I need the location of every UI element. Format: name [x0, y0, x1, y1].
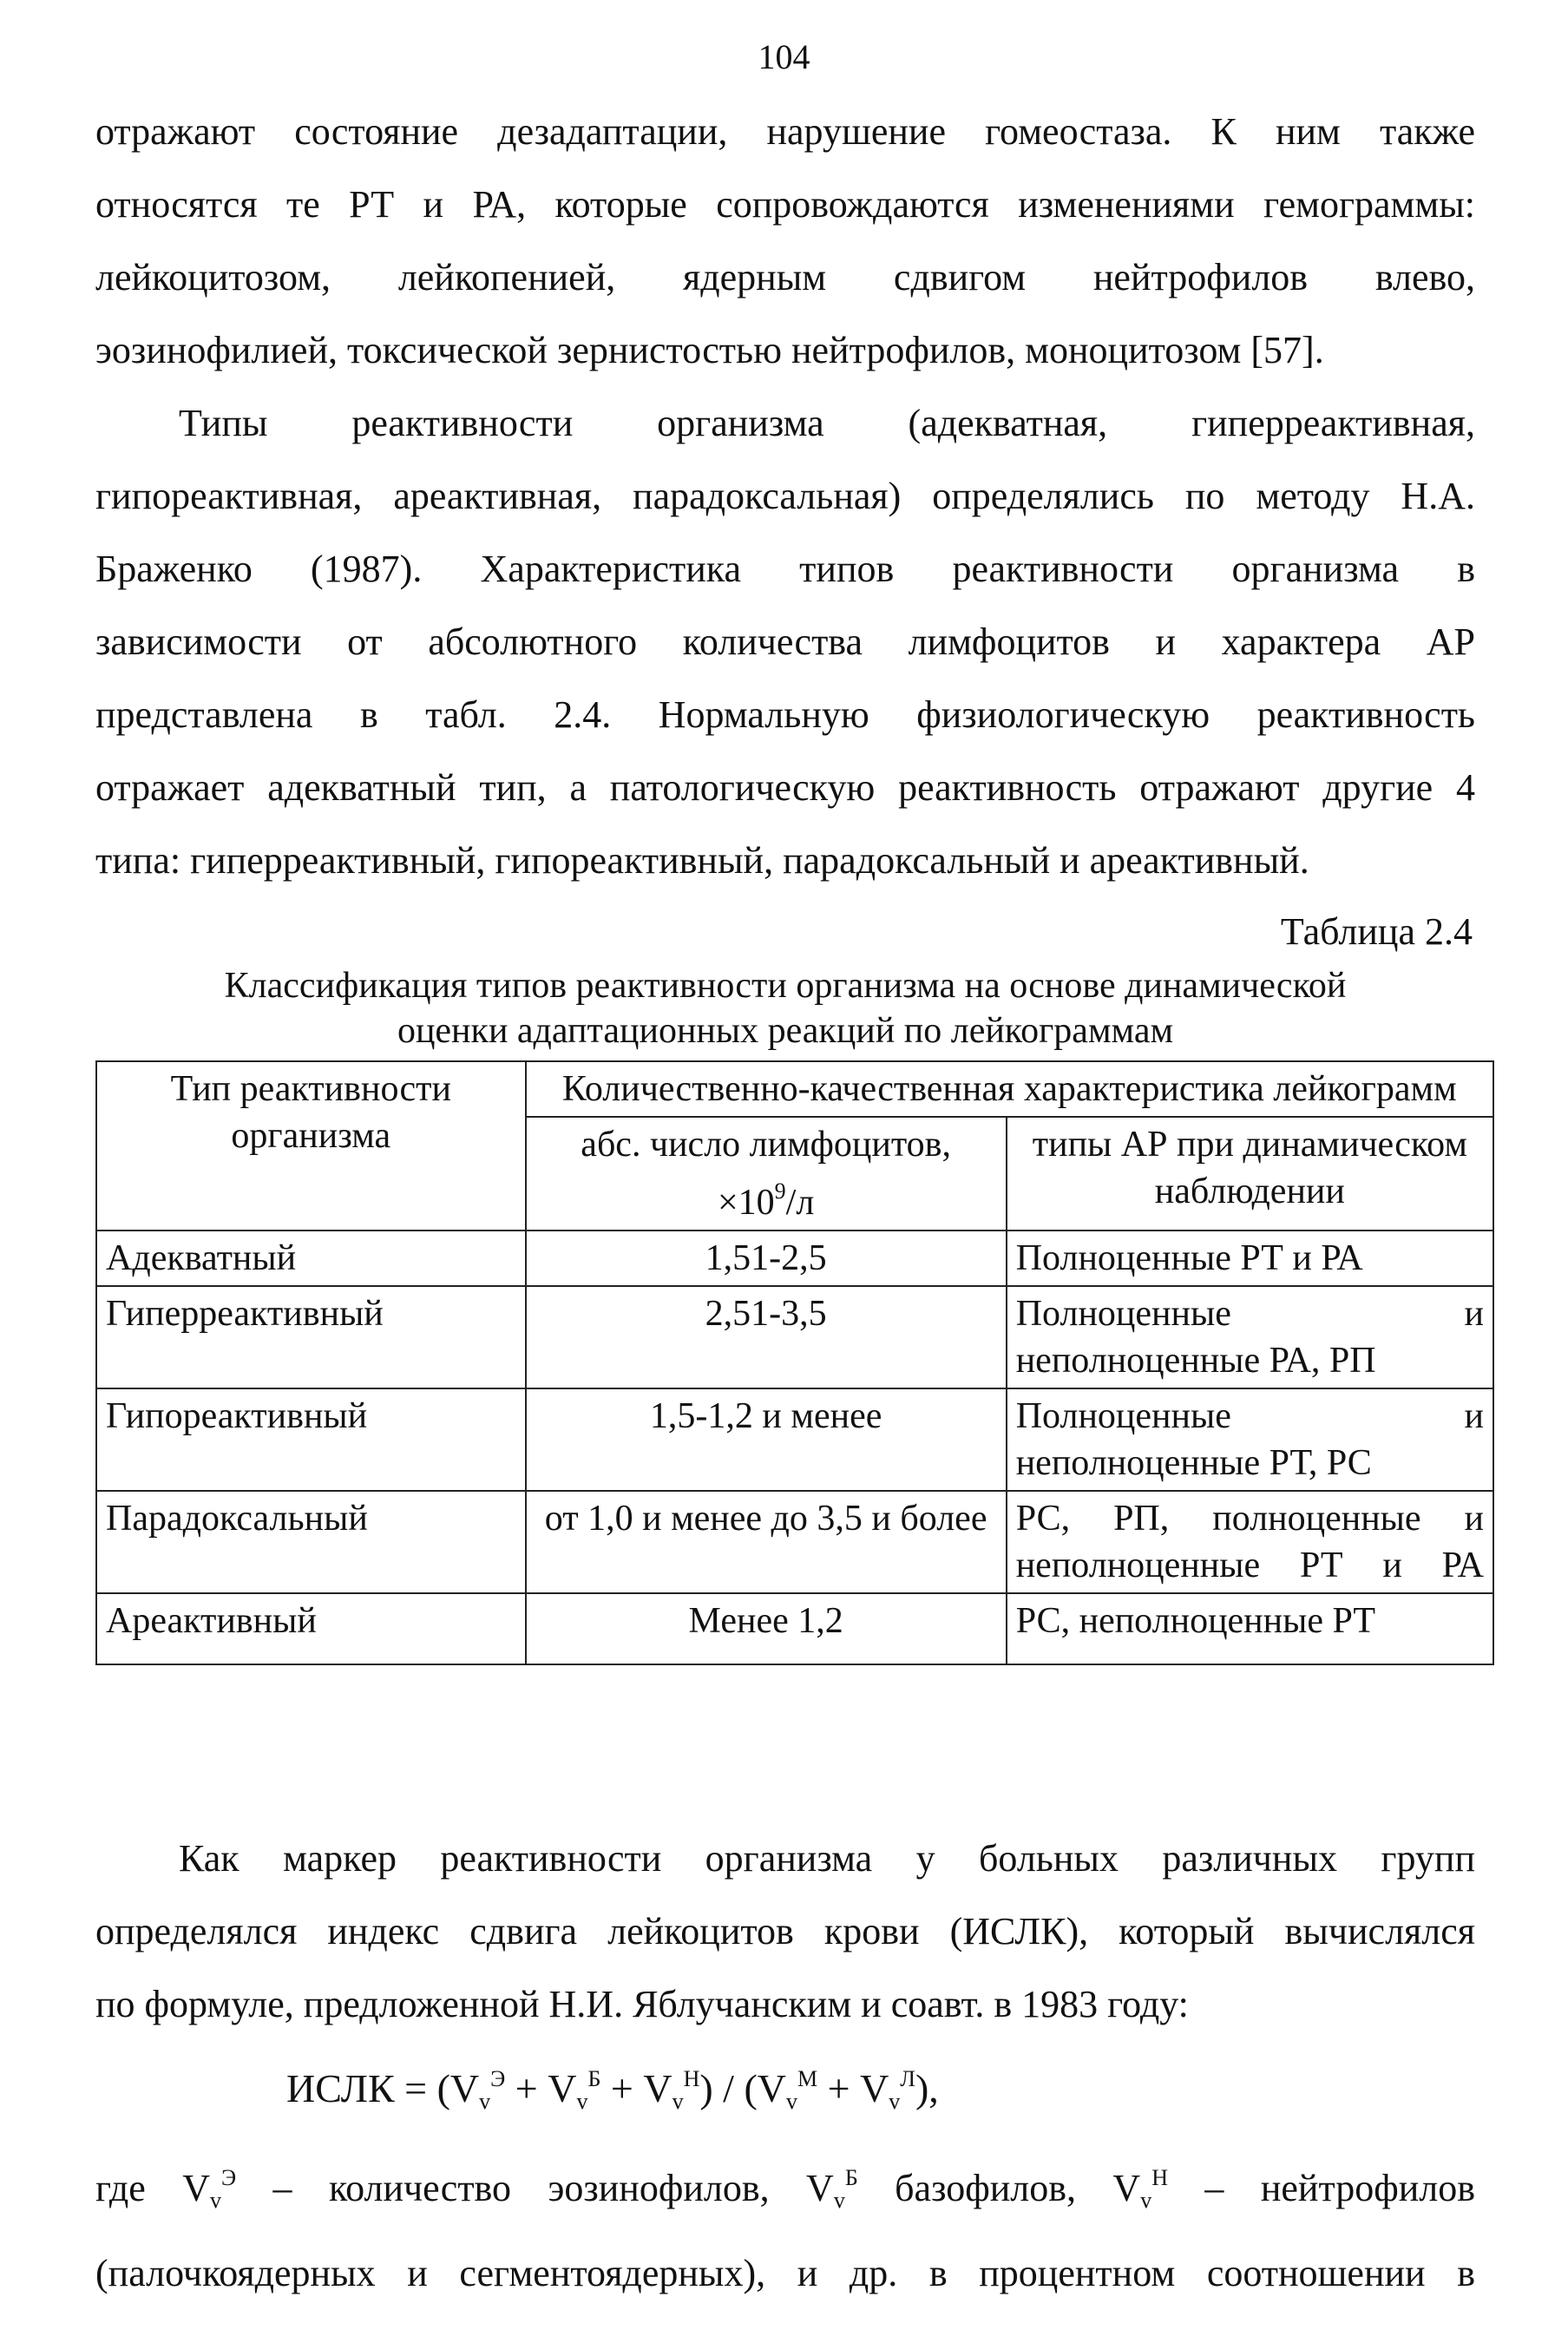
- formula-sub: v: [833, 2188, 845, 2213]
- table-header-row: [96, 1061, 1493, 1117]
- formula-part: ) / (V: [699, 2066, 786, 2110]
- cell-abs: 2,51-3,5: [526, 1286, 1007, 1388]
- formula-sup: Л: [900, 2066, 915, 2091]
- table-label: Таблица 2.4: [1280, 910, 1473, 953]
- cell-type: Гиперреактивный: [96, 1286, 526, 1388]
- header-abs-unit-end: /л: [785, 1183, 815, 1223]
- header-type: Тип реактивности организма: [96, 1061, 526, 1231]
- text-fragment: – нейтрофилов: [1167, 2167, 1476, 2209]
- formula-sup: Н: [1151, 2165, 1168, 2190]
- formula-sub: v: [672, 2089, 684, 2114]
- caption-line: оценки адаптационных реакций по лейкограммам: [397, 1011, 1174, 1051]
- formula-part: + V: [515, 2066, 577, 2110]
- cell-abs: Менее 1,2: [526, 1593, 1007, 1664]
- paragraph-3: [95, 1822, 1475, 2041]
- text-line: отражают состояние дезадаптации, нарушение гомеостаза. К ним также: [95, 110, 1475, 153]
- header-abs-unit: ×10: [717, 1183, 775, 1223]
- formula-part: ),: [915, 2066, 939, 2110]
- header-abs-count: [526, 1117, 1007, 1231]
- header-ar-types: типы АР при динамическом наблюдении: [1007, 1117, 1493, 1231]
- formula-sub: v: [889, 2089, 901, 2114]
- text-line: определялся индекс сдвига лейкоцитов крови (ИСЛК), который вычислялся: [95, 1910, 1475, 1952]
- table-caption: [95, 963, 1475, 1053]
- text-line: типа: гиперреактивный, гипореактивный, парадоксальный и ареактивный.: [95, 839, 1309, 882]
- formula-part: + V: [827, 2066, 889, 2110]
- text-line: лейкоцитозом, лейкопенией, ядерным сдвигом нейтрофилов влево,: [95, 256, 1475, 299]
- paragraph-4: [95, 2142, 1475, 2310]
- page-number: 104: [758, 37, 810, 76]
- caption-line: Классификация типов реактивности организма на основе динамической: [224, 966, 1347, 1006]
- cell-ar-part: Полноценные: [1015, 1294, 1231, 1334]
- formula-sup: Э: [220, 2165, 237, 2190]
- formula-part: ИСЛК = (V: [286, 2066, 480, 2110]
- text-line: эозинофилией, токсической зернистостью нейтрофилов, моноцитозом [57].: [95, 329, 1324, 371]
- text-line: Типы реактивности организма (адекватная, гиперреактивная,: [179, 402, 1475, 444]
- header-abs-exponent: 9: [774, 1178, 786, 1204]
- header-abs-text: абс. число лимфоцитов,: [581, 1125, 951, 1165]
- cell-ar-part: и: [1464, 1294, 1484, 1334]
- text-line: [95, 2142, 1475, 2237]
- reactivity-table: [95, 1060, 1494, 1665]
- cell-type: Ареактивный: [96, 1593, 526, 1664]
- islk-formula: [286, 2065, 939, 2115]
- cell-ar: [1007, 1286, 1493, 1388]
- formula-sup: Н: [683, 2066, 700, 2091]
- text-fragment: – количество эозинофилов, V: [236, 2167, 834, 2209]
- table-row: [96, 1231, 1493, 1286]
- paragraph-1: [95, 95, 1475, 387]
- cell-ar-part: неполноценные РТ, РС: [1015, 1443, 1372, 1483]
- cell-ar: РС, неполноценные РТ: [1007, 1593, 1493, 1664]
- cell-ar-part: Полноценные: [1015, 1396, 1231, 1436]
- table-row: [96, 1491, 1493, 1593]
- formula-sub: v: [786, 2089, 797, 2114]
- cell-type: Адекватный: [96, 1231, 526, 1286]
- text-line: Браженко (1987). Характеристика типов реактивности организма в: [95, 548, 1475, 590]
- paragraph-2: [95, 387, 1475, 897]
- text-line: по формуле, предложенной Н.И. Яблучанским и соавт. в 1983 году:: [95, 1983, 1189, 2025]
- table-row: [96, 1593, 1493, 1664]
- table-row: [96, 1286, 1493, 1388]
- formula-sub: v: [576, 2089, 588, 2114]
- formula-part: + V: [610, 2066, 672, 2110]
- text-line: представлена в табл. 2.4. Нормальную физиологическую реактивность: [95, 693, 1475, 736]
- formula-sup: М: [797, 2066, 818, 2091]
- cell-type: Парадоксальный: [96, 1491, 526, 1593]
- text-fragment: где V: [95, 2167, 210, 2209]
- text-line: относятся те РТ и РА, которые сопровождаются изменениями гемограммы:: [95, 183, 1475, 226]
- formula-sub: v: [479, 2089, 491, 2114]
- text-fragment: базофилов, V: [857, 2167, 1141, 2209]
- formula-sub: v: [209, 2188, 221, 2213]
- text-line: гипореактивная, ареактивная, парадоксальная) определялись по методу Н.А.: [95, 475, 1475, 517]
- cell-type: Гипореактивный: [96, 1388, 526, 1491]
- cell-ar: [1007, 1388, 1493, 1491]
- formula-sup: Э: [490, 2066, 506, 2091]
- cell-abs: 1,5-1,2 и менее: [526, 1388, 1007, 1491]
- formula-sub: v: [1140, 2188, 1152, 2213]
- cell-ar: Полноценные РТ и РА: [1007, 1231, 1493, 1286]
- text-line: зависимости от абсолютного количества лимфоцитов и характера АР: [95, 620, 1475, 663]
- table-row: [96, 1388, 1493, 1491]
- cell-ar-part: неполноценные РА, РП: [1015, 1341, 1376, 1381]
- formula-sup: Б: [844, 2165, 858, 2190]
- cell-abs: 1,51-2,5: [526, 1231, 1007, 1286]
- text-line: Как маркер реактивности организма у больных различных групп: [179, 1837, 1475, 1880]
- text-line: (палочкоядерных и сегментоядерных), и др. в процентном соотношении в: [95, 2252, 1475, 2294]
- formula-sup: Б: [587, 2066, 601, 2091]
- header-characteristic: Количественно-качественная характеристика лейкограмм: [526, 1061, 1493, 1117]
- text-line: отражает адекватный тип, а патологическую реактивность отражают другие 4: [95, 766, 1475, 809]
- cell-ar-part: и: [1464, 1396, 1484, 1436]
- cell-abs: от 1,0 и менее до 3,5 и более: [526, 1491, 1007, 1593]
- cell-ar: РС, РП, полноценные и неполноценные РТ и РА: [1007, 1491, 1493, 1593]
